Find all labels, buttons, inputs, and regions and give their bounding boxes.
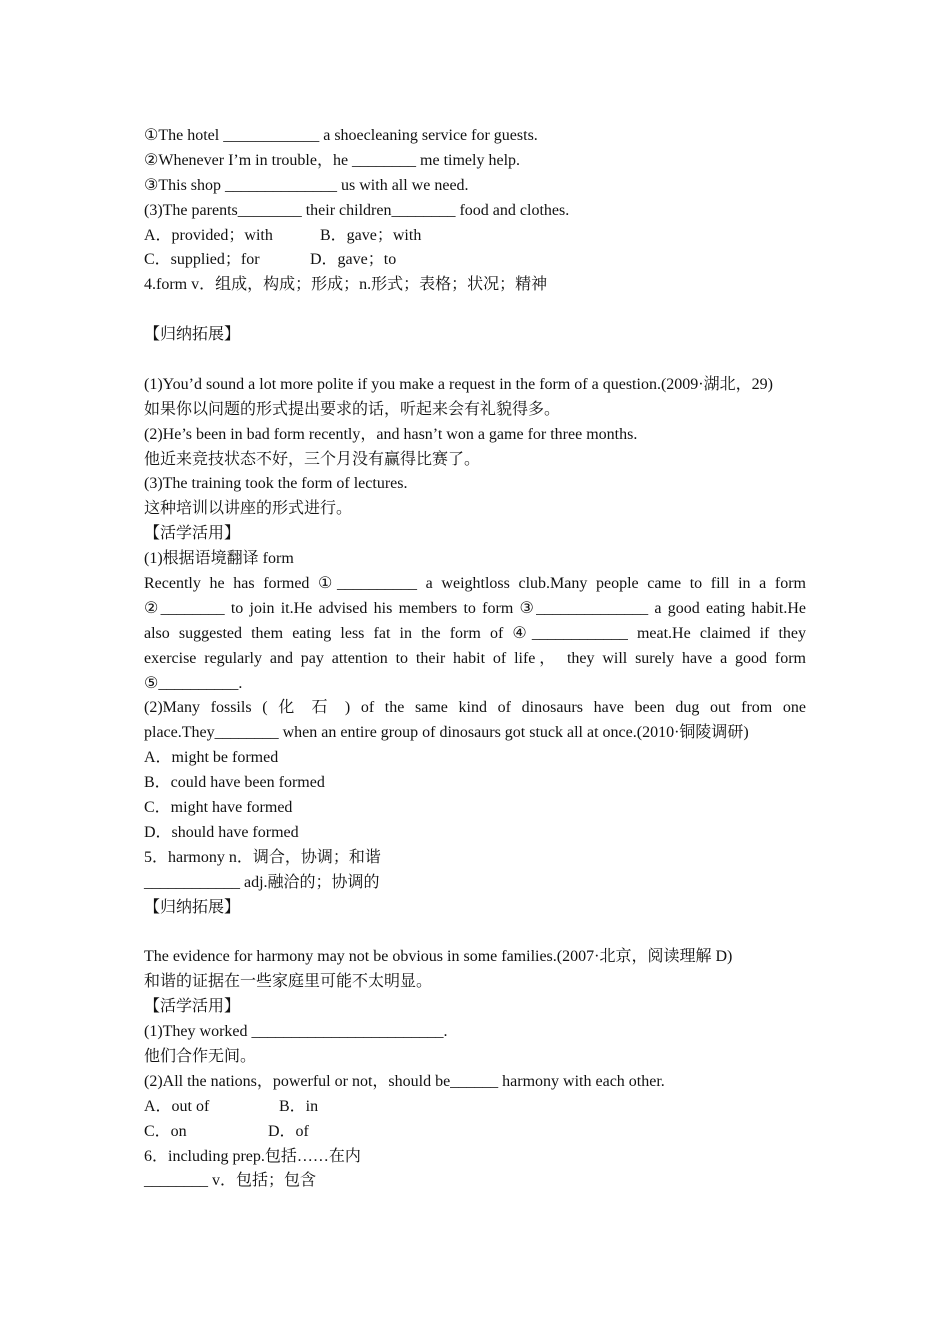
paragraph-line: exercise regularly and pay attention to their habit of life， they will surely have a good form bbox=[144, 649, 806, 667]
example-translation: 这种培训以讲座的形式进行。 bbox=[144, 500, 353, 518]
vocab-heading: 5．harmony n．调合，协调；和谐 bbox=[144, 848, 381, 866]
option-b: B．gave；with bbox=[320, 226, 422, 244]
exercise-title: (1)根据语境翻译 form bbox=[144, 550, 294, 568]
section-heading: 【归纳拓展】 bbox=[144, 326, 241, 344]
example-sentence: The evidence for harmony may not be obvious in some families.(2007·北京，阅读理解 D) bbox=[144, 948, 733, 966]
example-sentence: (2)He’s been in bad form recently，and hasn’t won a game for three months. bbox=[144, 425, 638, 443]
option-c: C．supplied；for bbox=[144, 251, 260, 269]
question-line: place.They________ when an entire group of dinosaurs got stuck all at once.(2010·铜陵调研) bbox=[144, 724, 749, 742]
example-translation: 和谐的证据在一些家庭里可能不太明显。 bbox=[144, 973, 433, 991]
vocab-heading: 4.form v．组成，构成；形成；n.形式；表格；状况；精神 bbox=[144, 276, 548, 294]
vocab-heading: 6．including prep.包括……在内 bbox=[144, 1147, 361, 1165]
option-d: D．should have formed bbox=[144, 823, 299, 841]
question-translation: 他们合作无间。 bbox=[144, 1047, 257, 1065]
options-row bbox=[144, 1120, 806, 1145]
question-line: (1)They worked ________________________. bbox=[144, 1023, 448, 1041]
paragraph-line: also suggested them eating less fat in the form of ④____________ meat.He claimed if they bbox=[144, 624, 806, 642]
text-line: ③This shop ______________ us with all we need. bbox=[144, 176, 469, 194]
question-line: (2)All the nations，powerful or not，should be______ harmony with each other. bbox=[144, 1072, 665, 1090]
question-line: (2)Many fossils ( 化 石 ) of the same kind of dinosaurs have been dug out from one bbox=[144, 699, 806, 717]
paragraph-line: Recently he has formed ①__________ a weightloss club.Many people came to fill in a form bbox=[144, 575, 806, 593]
option-b: B．in bbox=[279, 1097, 319, 1115]
question-line: (3)The parents________ their children________ food and clothes. bbox=[144, 201, 570, 219]
section-heading: 【活学活用】 bbox=[144, 998, 241, 1016]
paragraph-line: ⑤__________. bbox=[144, 674, 243, 692]
options-row bbox=[144, 248, 806, 273]
paragraph-line: ②________ to join it.He advised his members to form ③______________ a good eating habit.He bbox=[144, 599, 806, 617]
option-d: D．gave；to bbox=[310, 251, 397, 269]
section-heading: 【活学活用】 bbox=[144, 525, 241, 543]
options-row bbox=[144, 224, 806, 249]
option-b: B．could have been formed bbox=[144, 774, 325, 792]
option-a: A．might be formed bbox=[144, 749, 279, 767]
section-heading: 【归纳拓展】 bbox=[144, 898, 241, 916]
example-translation: 如果你以问题的形式提出要求的话，听起来会有礼貌得多。 bbox=[144, 400, 561, 418]
text-line: ①The hotel ____________ a shoecleaning service for guests. bbox=[144, 127, 538, 144]
example-sentence: (3)The training took the form of lectures. bbox=[144, 475, 408, 493]
option-c: C．on bbox=[144, 1122, 187, 1140]
option-c: C．might have formed bbox=[144, 799, 293, 817]
example-translation: 他近来竞技状态不好，三个月没有赢得比赛了。 bbox=[144, 450, 481, 468]
vocab-derivative: ________ v．包括；包含 bbox=[144, 1172, 317, 1190]
option-d: D．of bbox=[268, 1122, 309, 1140]
vocab-derivative: ____________ adj.融洽的；协调的 bbox=[144, 873, 380, 891]
example-sentence: (1)You’d sound a lot more polite if you make a request in the form of a question.(2009·湖北，29) bbox=[144, 375, 773, 393]
options-row bbox=[144, 1095, 806, 1120]
option-a: A．out of bbox=[144, 1097, 210, 1115]
text-line: ②Whenever I’m in trouble，he ________ me timely help. bbox=[144, 151, 521, 169]
document-page bbox=[144, 124, 806, 1194]
option-a: A．provided；with bbox=[144, 226, 273, 244]
